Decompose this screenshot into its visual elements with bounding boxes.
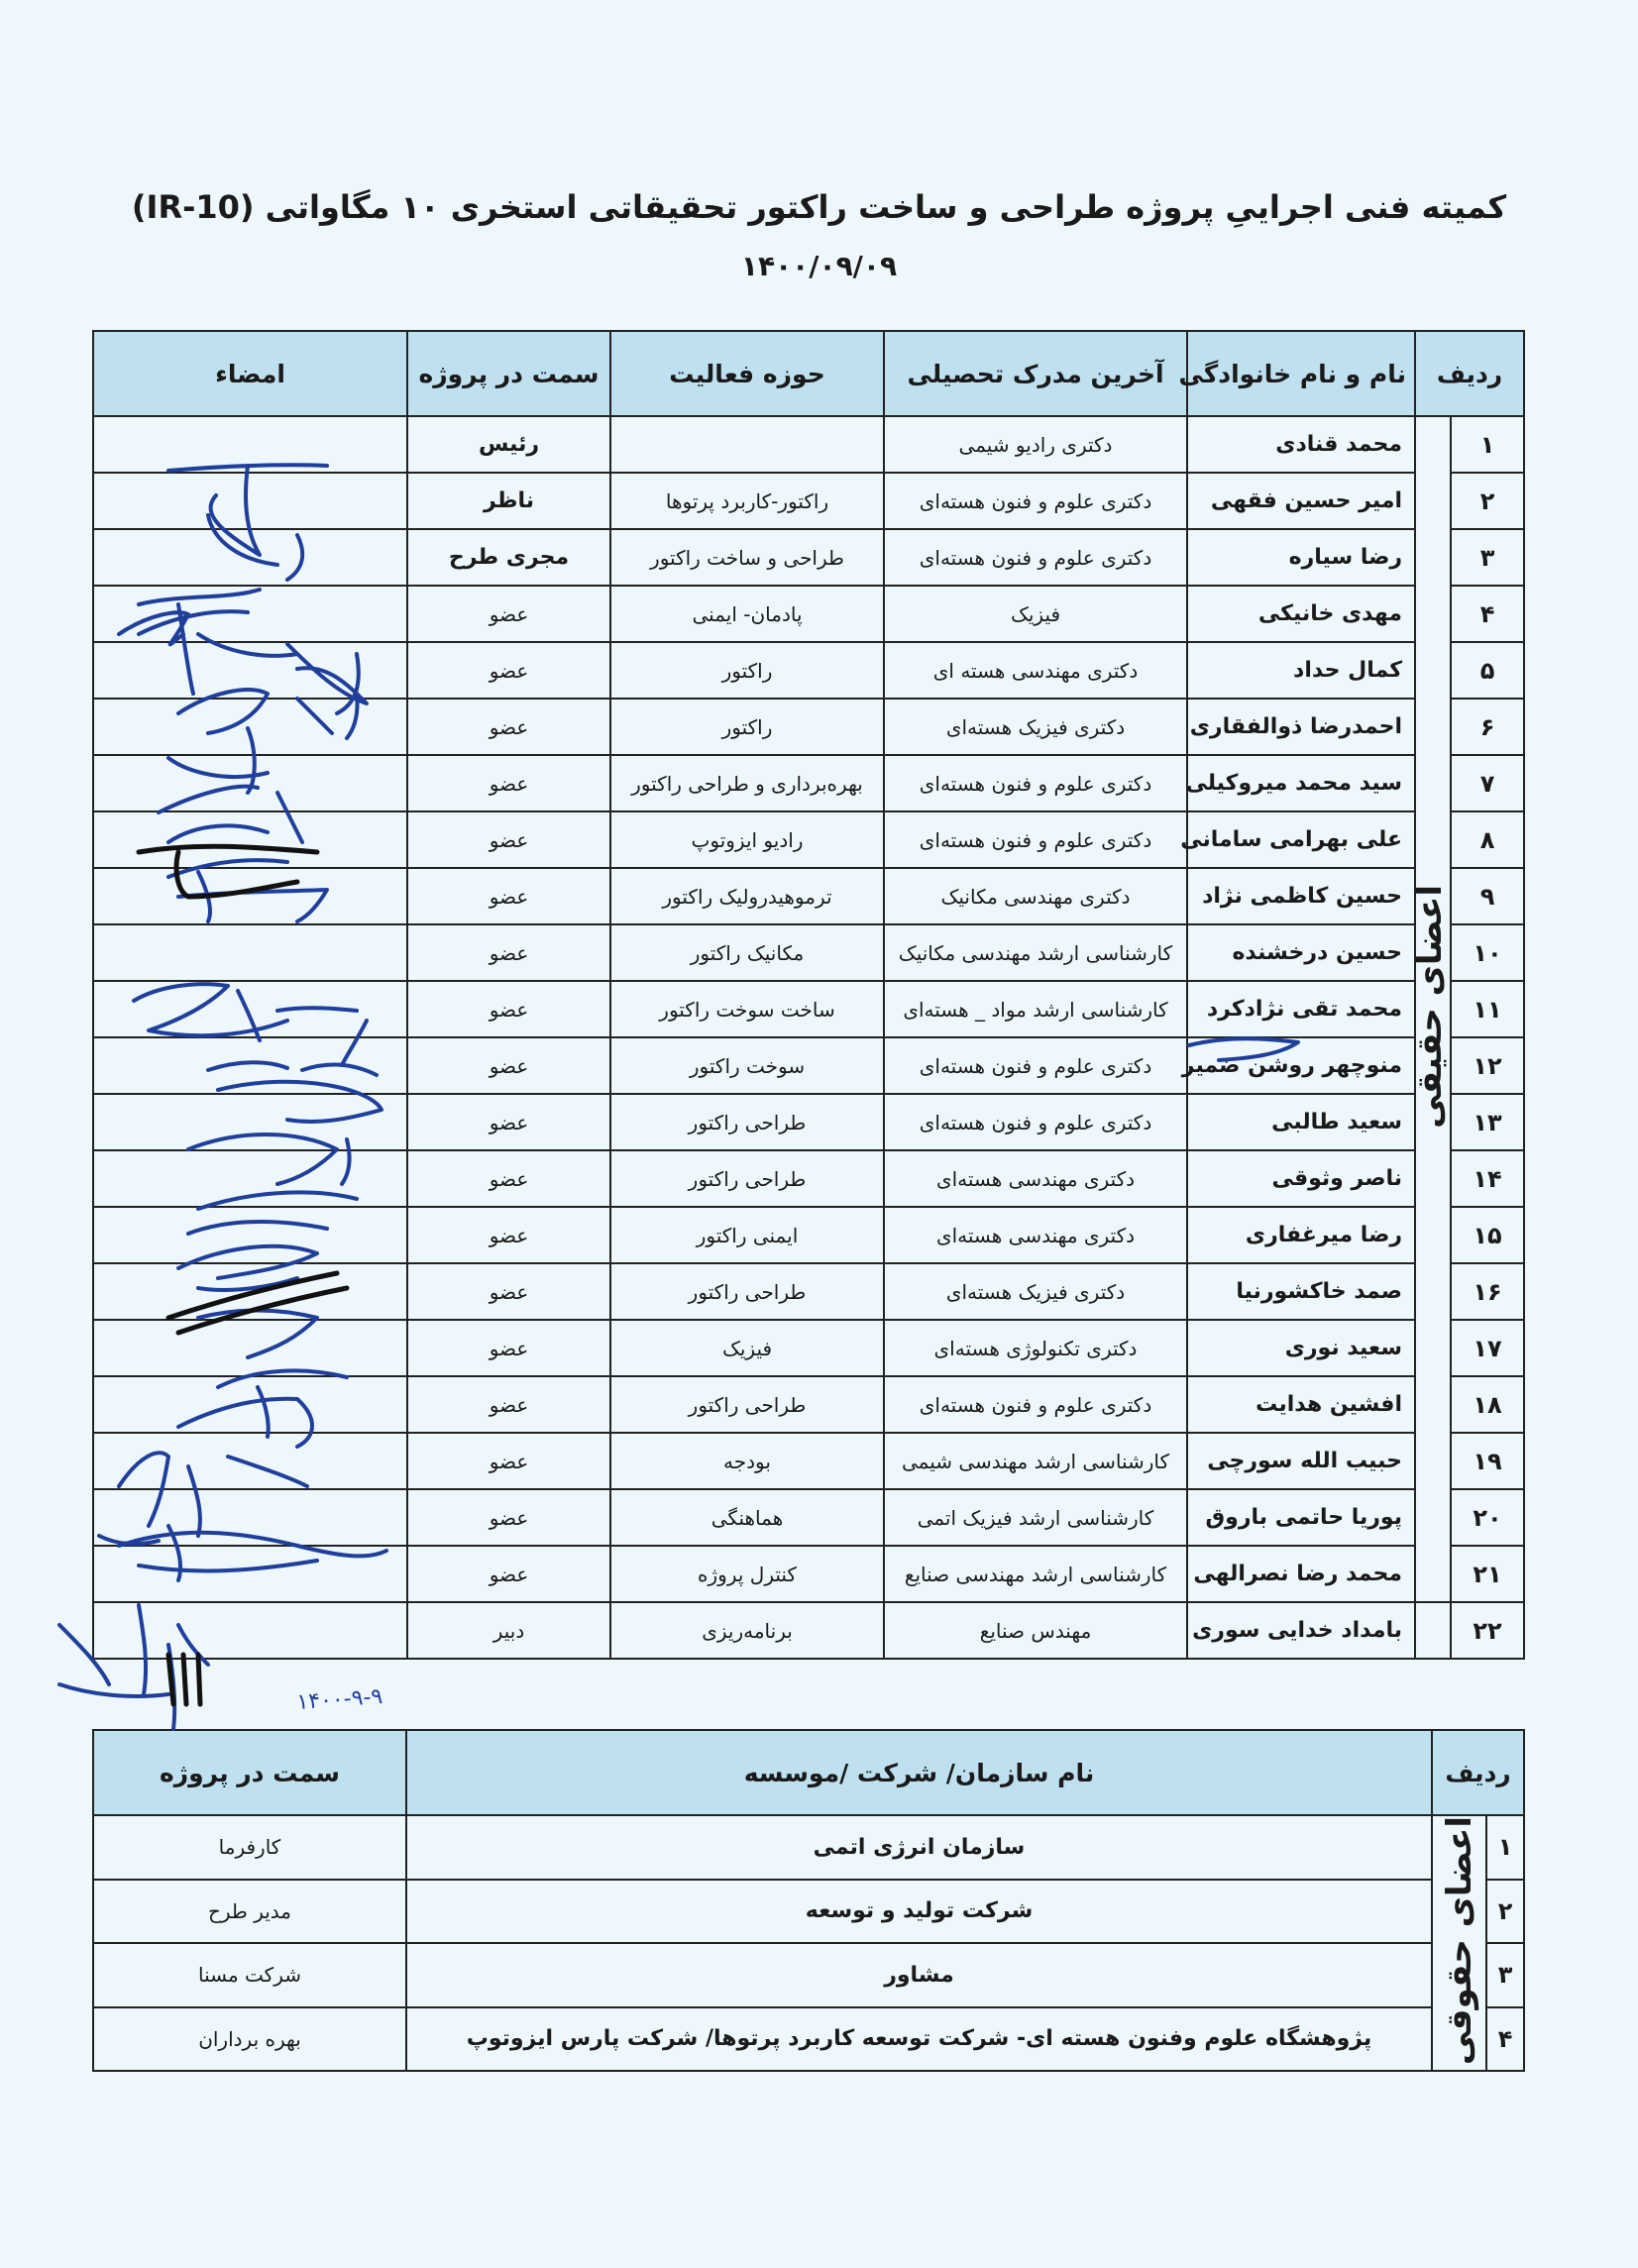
signature-cell xyxy=(93,1094,407,1150)
member-role: عضو xyxy=(407,1376,610,1433)
member-name: علی بهرامی سامانی xyxy=(1187,811,1415,868)
member-field: سوخت راکتور xyxy=(610,1037,884,1094)
member-degree: کارشناسی ارشد مهندسی صنایع xyxy=(884,1546,1187,1602)
member-field: مکانیک راکتور xyxy=(610,924,884,981)
member-role: عضو xyxy=(407,1320,610,1376)
table-row xyxy=(93,2007,1524,2072)
member-role: عضو xyxy=(407,699,610,755)
header-field: حوزه فعالیت xyxy=(610,331,884,416)
member-name: امیر حسین فقهی xyxy=(1187,473,1415,529)
table-row xyxy=(93,1263,1524,1320)
member-degree: دکتری علوم و فنون هسته‌ای xyxy=(884,473,1187,529)
member-degree: دکتری مهندسی هسته‌ای xyxy=(884,1150,1187,1207)
member-name: احمدرضا ذوالفقاری xyxy=(1187,699,1415,755)
member-name: بامداد خدایی سوری xyxy=(1187,1602,1415,1659)
table-row xyxy=(93,924,1524,981)
table-row xyxy=(93,1433,1524,1489)
row-number: ۱۴ xyxy=(1451,1150,1524,1207)
row-number: ۱۱ xyxy=(1451,981,1524,1037)
member-field: بهره‌برداری و طراحی راکتور xyxy=(610,755,884,811)
member-role: عضو xyxy=(407,755,610,811)
row-number: ۱۷ xyxy=(1451,1320,1524,1376)
member-name: سعید طالبی xyxy=(1187,1094,1415,1150)
member-degree: کارشناسی ارشد مواد _ هسته‌ای xyxy=(884,981,1187,1037)
member-degree: کارشناسی ارشد فیزیک اتمی xyxy=(884,1489,1187,1546)
member-field: هماهنگی xyxy=(610,1489,884,1546)
row-number: ۵ xyxy=(1451,642,1524,699)
row-number: ۷ xyxy=(1451,755,1524,811)
member-name: مهدی خانیکی xyxy=(1187,586,1415,642)
row-number: ۱۹ xyxy=(1451,1433,1524,1489)
member-name: کمال حداد xyxy=(1187,642,1415,699)
row-number: ۳ xyxy=(1486,1943,1524,2007)
table-row xyxy=(93,1489,1524,1546)
row-number: ۱ xyxy=(1451,416,1524,473)
member-degree: دکتری مهندسی هسته‌ای xyxy=(884,1207,1187,1263)
member-name: سید محمد میروکیلی xyxy=(1187,755,1415,811)
signature-cell xyxy=(93,1546,407,1602)
row-number: ۱ xyxy=(1486,1815,1524,1880)
header-signature: امضاء xyxy=(93,331,407,416)
signature-cell xyxy=(93,755,407,811)
table-row xyxy=(93,586,1524,642)
member-role: عضو xyxy=(407,1489,610,1546)
table-row xyxy=(93,416,1524,473)
signature-cell xyxy=(93,586,407,642)
signature-cell xyxy=(93,1263,407,1320)
member-degree: کارشناسی ارشد مهندسی مکانیک xyxy=(884,924,1187,981)
organization-name: سازمان انرژی اتمی xyxy=(406,1815,1432,1880)
member-role: عضو xyxy=(407,1433,610,1489)
legal-table xyxy=(92,1729,1525,2072)
signature-cell xyxy=(93,981,407,1037)
member-degree: دکتری رادیو شیمی xyxy=(884,416,1187,473)
member-field: راکتور-کاربرد پرتوها xyxy=(610,473,884,529)
member-name: محمد قنادی xyxy=(1187,416,1415,473)
signature-cell xyxy=(93,529,407,586)
row-number: ۱۰ xyxy=(1451,924,1524,981)
member-degree: دکتری فیزیک هسته‌ای xyxy=(884,1263,1187,1320)
signature-cell xyxy=(93,1150,407,1207)
member-name: حبیب الله سورچی xyxy=(1187,1433,1415,1489)
header-degree: آخرین مدرک تحصیلی xyxy=(884,331,1187,416)
member-name: ناصر وثوقی xyxy=(1187,1150,1415,1207)
row-number: ۱۵ xyxy=(1451,1207,1524,1263)
table-row xyxy=(93,529,1524,586)
signature xyxy=(168,1655,200,1704)
member-field: برنامه‌ریزی xyxy=(610,1602,884,1659)
member-field xyxy=(610,416,884,473)
member-field: طراحی راکتور xyxy=(610,1376,884,1433)
member-field: ترموهیدرولیک راکتور xyxy=(610,868,884,924)
organization-role: بهره برداران xyxy=(93,2007,406,2072)
member-role: عضو xyxy=(407,868,610,924)
row-number: ۱۳ xyxy=(1451,1094,1524,1150)
row-number: ۲۰ xyxy=(1451,1489,1524,1546)
member-role: عضو xyxy=(407,642,610,699)
member-degree: دکتری مهندسی مکانیک xyxy=(884,868,1187,924)
table-row xyxy=(93,1880,1524,1944)
row-number: ۱۸ xyxy=(1451,1376,1524,1433)
member-role: مجری طرح xyxy=(407,529,610,586)
signature-cell xyxy=(93,1489,407,1546)
member-field: طراحی راکتور xyxy=(610,1150,884,1207)
member-degree: فیزیک xyxy=(884,586,1187,642)
signature-cell xyxy=(93,473,407,529)
group-label: اعضای حقیقی xyxy=(1410,885,1451,1129)
member-role: عضو xyxy=(407,1263,610,1320)
page-date: ۱۴۰۰/۰۹/۰۹ xyxy=(740,250,898,282)
member-name: محمد تقی نژادکرد xyxy=(1187,981,1415,1037)
signature-cell xyxy=(93,1207,407,1263)
member-degree: کارشناسی ارشد مهندسی شیمی xyxy=(884,1433,1187,1489)
organization-role: کارفرما xyxy=(93,1815,406,1880)
table-row xyxy=(93,1815,1524,1880)
legal-header-row xyxy=(93,1730,1524,1815)
member-role: عضو xyxy=(407,1037,610,1094)
member-degree: دکتری علوم و فنون هسته‌ای xyxy=(884,755,1187,811)
member-role: عضو xyxy=(407,1207,610,1263)
signature-cell xyxy=(93,924,407,981)
row-number: ۱۶ xyxy=(1451,1263,1524,1320)
signature-cell xyxy=(93,1320,407,1376)
header-name: نام و نام خانوادگی xyxy=(1187,331,1415,416)
signature-cell xyxy=(93,699,407,755)
group-label-cell xyxy=(1432,1815,1486,2071)
member-role: ناظر xyxy=(407,473,610,529)
signature-cell xyxy=(93,1433,407,1489)
table-row xyxy=(93,755,1524,811)
row-number: ۳ xyxy=(1451,529,1524,586)
legal-header-org: نام سازمان/ شرکت /موسسه xyxy=(406,1730,1432,1815)
signature-cell xyxy=(93,1037,407,1094)
member-role: رئیس xyxy=(407,416,610,473)
table-row xyxy=(93,1150,1524,1207)
signature-cell xyxy=(93,868,407,924)
member-field: پادمان- ایمنی xyxy=(610,586,884,642)
signature-date: ۱۴۰۰-۹-۹ xyxy=(295,1683,383,1715)
member-name: سعید نوری xyxy=(1187,1320,1415,1376)
table-row xyxy=(93,642,1524,699)
member-degree: دکتری علوم و فنون هسته‌ای xyxy=(884,1094,1187,1150)
member-degree: دکتری مهندسی هسته ای xyxy=(884,642,1187,699)
table-row xyxy=(93,1037,1524,1094)
member-degree: دکتری علوم و فنون هسته‌ای xyxy=(884,529,1187,586)
row-number: ۶ xyxy=(1451,699,1524,755)
organization-role: شرکت مسنا xyxy=(93,1943,406,2007)
member-degree: دکتری علوم و فنون هسته‌ای xyxy=(884,1376,1187,1433)
table-row xyxy=(93,1376,1524,1433)
organization-name: شرکت تولید و توسعه xyxy=(406,1880,1432,1944)
signature-cell xyxy=(93,642,407,699)
table-row xyxy=(93,699,1524,755)
members-table xyxy=(92,330,1525,1660)
member-name: صمد خاکشورنیا xyxy=(1187,1263,1415,1320)
member-name: پوریا حاتمی باروق xyxy=(1187,1489,1415,1546)
table-row xyxy=(93,868,1524,924)
legal-header-role: سمت در پروژه xyxy=(93,1730,406,1815)
group-label: اعضای حقوقی xyxy=(1439,1816,1479,2066)
member-name: محمد رضا نصرالهی xyxy=(1187,1546,1415,1602)
table-row xyxy=(93,473,1524,529)
table-row xyxy=(93,1602,1524,1659)
row-number: ۸ xyxy=(1451,811,1524,868)
member-name: حسین درخشنده xyxy=(1187,924,1415,981)
member-role: عضو xyxy=(407,811,610,868)
member-field: طراحی راکتور xyxy=(610,1094,884,1150)
page-title: کمیته فنی اجراییِ پروژه طراحی و ساخت راکتور تحقیقاتی استخری ۱۰ مگاواتی (IR-10) xyxy=(131,188,1507,226)
table-row xyxy=(93,1546,1524,1602)
member-degree: مهندس صنایع xyxy=(884,1602,1187,1659)
table-row xyxy=(93,1943,1524,2007)
member-field: طراحی و ساخت راکتور xyxy=(610,529,884,586)
row-number: ۴ xyxy=(1486,2007,1524,2072)
table-row xyxy=(93,1207,1524,1263)
member-field: ایمنی راکتور xyxy=(610,1207,884,1263)
member-role: عضو xyxy=(407,586,610,642)
member-field: فیزیک xyxy=(610,1320,884,1376)
member-field: راکتور xyxy=(610,699,884,755)
row-number: ۹ xyxy=(1451,868,1524,924)
row-number: ۲ xyxy=(1451,473,1524,529)
member-role: عضو xyxy=(407,1094,610,1150)
signature-cell xyxy=(93,416,407,473)
signature-cell xyxy=(93,811,407,868)
header-row-number: ردیف xyxy=(1415,331,1524,416)
member-name: حسین کاظمی نژاد xyxy=(1187,868,1415,924)
row-number: ۱۲ xyxy=(1451,1037,1524,1094)
table-row xyxy=(93,811,1524,868)
member-role: عضو xyxy=(407,981,610,1037)
member-role: عضو xyxy=(407,924,610,981)
member-degree: دکتری علوم و فنون هسته‌ای xyxy=(884,1037,1187,1094)
member-name: رضا سیاره xyxy=(1187,529,1415,586)
table-row xyxy=(93,1320,1524,1376)
header-role: سمت در پروژه xyxy=(407,331,610,416)
legal-header-row-number: ردیف xyxy=(1432,1730,1524,1815)
members-header-row xyxy=(93,331,1524,416)
row-number: ۲۱ xyxy=(1451,1546,1524,1602)
signature-cell xyxy=(93,1376,407,1433)
member-field: طراحی راکتور xyxy=(610,1263,884,1320)
table-row xyxy=(93,981,1524,1037)
row-number: ۴ xyxy=(1451,586,1524,642)
organization-role: مدیر طرح xyxy=(93,1880,406,1944)
member-name: افشین هدایت xyxy=(1187,1376,1415,1433)
member-degree: دکتری علوم و فنون هسته‌ای xyxy=(884,811,1187,868)
row-number: ۲۲ xyxy=(1451,1602,1524,1659)
member-role: عضو xyxy=(407,1546,610,1602)
member-role: عضو xyxy=(407,1150,610,1207)
member-field: بودجه xyxy=(610,1433,884,1489)
member-role: دبیر xyxy=(407,1602,610,1659)
member-field: ساخت سوخت راکتور xyxy=(610,981,884,1037)
table-row xyxy=(93,1094,1524,1150)
member-field: کنترل پروژه xyxy=(610,1546,884,1602)
signature-cell xyxy=(93,1602,407,1659)
member-name: رضا میرغفاری xyxy=(1187,1207,1415,1263)
row-number: ۲ xyxy=(1486,1880,1524,1944)
group-empty-cell xyxy=(1415,1602,1451,1659)
member-name: منوچهر روشن ضمیر xyxy=(1187,1037,1415,1094)
member-degree: دکتری فیزیک هسته‌ای xyxy=(884,699,1187,755)
member-field: راکتور xyxy=(610,642,884,699)
organization-name: پژوهشگاه علوم وفنون هسته ای- شرکت توسعه کاربرد پرتوها/ شرکت پارس ایزوتوپ xyxy=(406,2007,1432,2072)
member-degree: دکتری تکنولوژی هسته‌ای xyxy=(884,1320,1187,1376)
organization-name: مشاور xyxy=(406,1943,1432,2007)
group-label-cell xyxy=(1410,416,1451,1602)
member-field: رادیو ایزوتوپ xyxy=(610,811,884,868)
